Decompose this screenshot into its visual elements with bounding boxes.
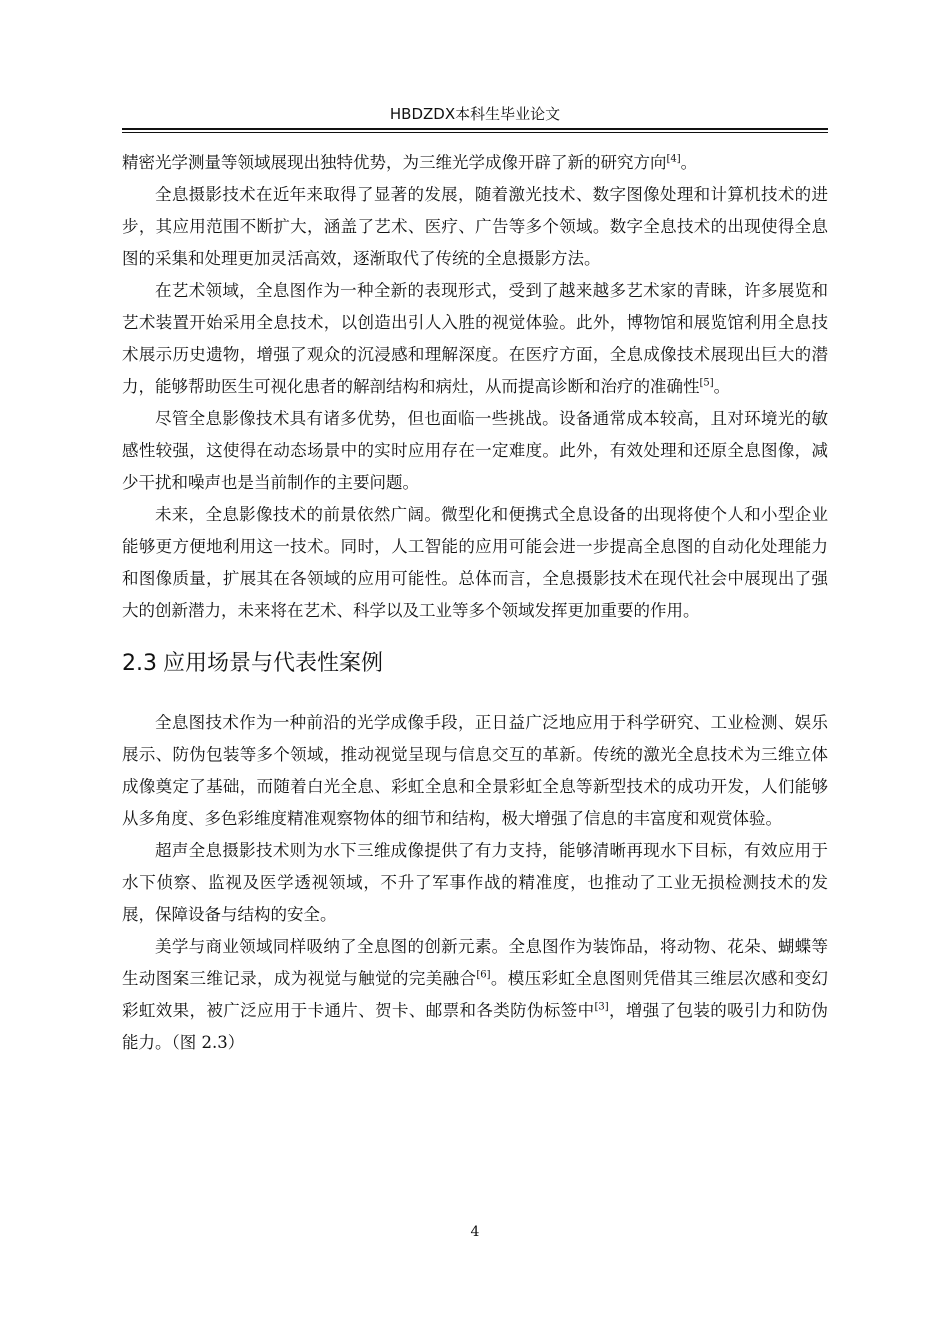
paragraph: 超声全息摄影技术则为水下三维成像提供了有力支持，能够清晰再现水下目标，有效应用于水下侦察、监视及医学透视领域，不升了军事作战的精准度，也推动了工业无损检测技术的发展，保障设备与结构的安全。 [122, 841, 828, 924]
header-rule-thin [122, 132, 828, 133]
paragraph-continued [122, 147, 828, 179]
citation-ref: [3] [594, 1001, 609, 1013]
paragraph-tail: 。 [713, 377, 731, 396]
section-title: 应用场景与代表性案例 [163, 651, 384, 676]
paragraph [122, 931, 828, 1059]
header-rule-thick [122, 128, 828, 130]
running-header: HBDZDX本科生毕业论文 [389, 105, 561, 123]
citation-ref: [6] [476, 969, 491, 981]
body-content [122, 147, 828, 1059]
paragraph: 未来，全息影像技术的前景依然广阔。微型化和便携式全息设备的出现将使个人和小型企业能够更方便地利用这一技术。同时，人工智能的应用可能会进一步提高全息图的自动化处理能力和图像质量，扩展其在各领域的应用可能性。总体而言，全息摄影技术在现代社会中展现出了强大的创新潜力，未来将在艺术、科学以及工业等多个领域发挥更加重要的作用。 [122, 505, 828, 620]
paragraph-text: 在艺术领域，全息图作为一种全新的表现形式，受到了越来越多艺术家的青睐，许多展览和艺术装置开始采用全息技术，以创造出引人入胜的视觉体验。此外，博物馆和展览馆利用全息技术展示历史遗物，增强了观众的沉浸感和理解深度。在医疗方面，全息成像技术展现出巨大的潜力，能够帮助医生可视化患者的解剖结构和病灶，从而提高诊断和治疗的准确性 [122, 281, 828, 396]
paragraph-text: 。模压彩虹全息图则凭借其三维层次感和变幻彩虹效果，被广泛应用于卡通片、贺卡、邮票和各类防伪标签中 [122, 969, 829, 1020]
paragraph [122, 275, 828, 403]
citation-ref: [4] [666, 153, 681, 165]
section-heading [122, 647, 828, 681]
section-number: 2.3 [122, 651, 157, 676]
paragraph: 全息图技术作为一种前沿的光学成像手段，正日益广泛地应用于科学研究、工业检测、娱乐展示、防伪包装等多个领域，推动视觉呈现与信息交互的革新。传统的激光全息技术为三维立体成像奠定了基础，而随着白光全息、彩虹全息和全景彩虹全息等新型技术的成功开发，人们能够从多角度、多色彩维度精准观察物体的细节和结构，极大增强了信息的丰富度和观赏体验。 [122, 713, 828, 828]
paragraph-tail: 。 [680, 153, 698, 172]
paragraph: 尽管全息影像技术具有诸多优势，但也面临一些挑战。设备通常成本较高，且对环境光的敏感性较强，这使得在动态场景中的实时应用存在一定难度。此外，有效处理和还原全息图像，减少干扰和噪声也是当前制作的主要问题。 [122, 409, 828, 492]
paragraph: 全息摄影技术在近年来取得了显著的发展，随着激光技术、数字图像处理和计算机技术的进步，其应用范围不断扩大，涵盖了艺术、医疗、广告等多个领域。数字全息技术的出现使得全息图的采集和处理更加灵活高效，逐渐取代了传统的全息摄影方法。 [122, 185, 828, 268]
paragraph-tail: ，增强了包装的吸引力和防伪能力。（图 2.3） [122, 1001, 829, 1052]
page-number: 4 [470, 1224, 480, 1240]
citation-ref: [5] [699, 377, 714, 389]
paragraph-text: 美学与商业领域同样吸纳了全息图的创新元素。全息图作为装饰品，将动物、花朵、蝴蝶等生动图案三维记录，成为视觉与触觉的完美融合 [122, 937, 828, 988]
paragraph-text: 精密光学测量等领域展现出独特优势，为三维光学成像开辟了新的研究方向 [122, 153, 667, 172]
